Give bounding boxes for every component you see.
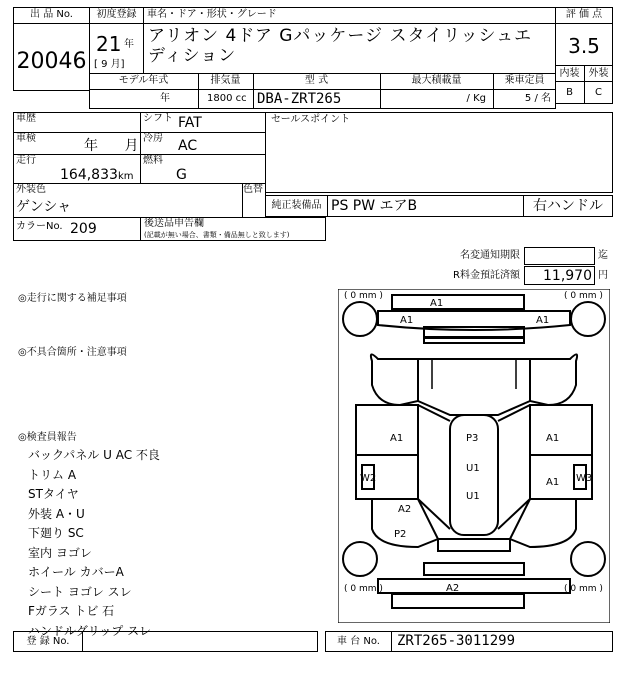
inspector-note-line: ハンドルグリップ スレ <box>28 623 152 638</box>
equipment: PS PW エアB <box>331 198 418 214</box>
rear-bumper-panel <box>392 594 524 608</box>
model-year-label: モデル年式 <box>118 75 169 86</box>
inspector-note-line: 外装 A・U <box>28 506 85 521</box>
fuel-label: 燃料 <box>143 155 163 166</box>
color-no-label: カラーNo. <box>16 221 63 232</box>
shift: FAT <box>178 115 202 131</box>
ac: AC <box>178 138 198 154</box>
car-damage-diagram <box>338 289 610 623</box>
trunk-lid <box>438 539 510 551</box>
capacity-label: 乗車定員 <box>504 75 545 86</box>
rear-bumper-upper <box>378 579 570 593</box>
type: DBA-ZRT265 <box>257 91 342 107</box>
inspector-note-line: バックパネル U AC 不良 <box>28 448 160 462</box>
mark-right-rocker: W3 <box>576 473 593 484</box>
recycle-unit: 円 <box>598 270 608 281</box>
defects-label: ◎不具合箇所・注意事項 <box>18 347 127 358</box>
reg-no-box <box>82 631 318 652</box>
mark-roof-front: P3 <box>466 433 479 444</box>
mark-rear-bumper: A2 <box>446 583 460 594</box>
lot-no: 20046 <box>16 49 87 74</box>
grade-score: 3.5 <box>568 34 600 58</box>
transfer-deadline-unit: 迄 <box>598 250 608 261</box>
front-bumper-panel <box>392 295 524 309</box>
ac-label: 冷房 <box>143 133 163 144</box>
displacement: 1800 cc <box>207 93 247 104</box>
displacement-label: 排気量 <box>210 75 241 86</box>
rear-garnish <box>424 563 524 575</box>
left-front-fender <box>371 354 418 405</box>
mark-left-rocker: W2 <box>360 473 377 484</box>
tire-label-rear-right: ( 0 mm ) <box>564 584 603 594</box>
lot-no-label: 出 品 No. <box>30 9 73 20</box>
mark-left-rear-quarter: P2 <box>394 529 407 540</box>
type-label: 型 式 <box>304 75 329 86</box>
mark-roof-mid: U1 <box>466 463 480 474</box>
tire-rear-left <box>343 542 377 576</box>
right-front-fender <box>530 354 577 405</box>
inspector-note-line: 室内 ヨゴレ <box>28 545 92 560</box>
color-no: 209 <box>70 221 97 237</box>
mark-front-bumper: A1 <box>430 298 444 309</box>
aftermarket-label: 後送品申告欄 <box>144 218 204 229</box>
mark-right-front-door: A1 <box>546 433 560 444</box>
right-rear-quarter <box>510 499 576 547</box>
color-label: 外装色 <box>16 184 46 195</box>
mileage-label: 走行 <box>16 155 36 166</box>
inspection: 年 月 <box>84 138 139 154</box>
shift-label: シフト <box>143 113 173 124</box>
inspector-note-line: ホイール カバーA <box>28 565 124 579</box>
max-load-label: 最大積載量 <box>411 75 462 86</box>
reg-no-label: 登 録 No. <box>26 636 70 647</box>
color: ゲンシャ <box>16 199 72 215</box>
car-name: アリオン 4ドア Gパッケージ スタイリッシュエディション <box>148 26 533 66</box>
chassis-label: 車 台 No. <box>337 636 380 647</box>
interior-label: 内装 <box>559 68 580 79</box>
equipment-label: 純正装備品 <box>271 200 322 211</box>
tire-label-front-right: ( 0 mm ) <box>564 291 603 301</box>
year-unit: 年 <box>124 39 134 50</box>
inspector-note-line: Fガラス トビ 石 <box>28 604 115 618</box>
inspector-label: ◎検査員報告 <box>18 432 77 443</box>
mark-right-rear-door: A1 <box>546 477 560 488</box>
inspection-label: 車検 <box>16 133 36 144</box>
inspector-note-line: シート ヨゴレ スレ <box>28 584 132 599</box>
mark-hood-right: A1 <box>536 315 550 326</box>
chassis-no: ZRT265-3011299 <box>397 633 516 649</box>
mileage: 164,833 <box>60 167 118 183</box>
mark-hood-left: A1 <box>400 315 414 326</box>
transfer-deadline-label: 名変通知期限 <box>460 250 520 261</box>
exterior-grade: C <box>595 87 602 98</box>
inspector-notes <box>28 446 160 641</box>
tire-label-front-left: ( 0 mm ) <box>344 291 383 301</box>
tire-rear-right <box>571 542 605 576</box>
max-load: / Kg <box>466 93 486 104</box>
tire-front-left <box>343 302 377 336</box>
mark-roof-rear: U1 <box>466 491 480 502</box>
right-front-door <box>530 405 592 455</box>
tire-front-right <box>571 302 605 336</box>
aftermarket-note: (記載が無い場合、書類・備品無しと致します) <box>144 231 290 239</box>
recycle-label: R料金預託済額 <box>453 270 520 281</box>
fuel: G <box>176 167 187 183</box>
inspector-note-line: STタイヤ <box>28 487 79 501</box>
first-reg-label: 初度登録 <box>96 9 137 20</box>
inspector-note-line: トリム A <box>28 467 77 482</box>
sales-points-label: セールスポイント <box>271 114 351 125</box>
mileage-unit: km <box>118 171 134 182</box>
steering: 右ハンドル <box>533 198 603 214</box>
interior-grade: B <box>566 87 573 98</box>
history-label: 車歴 <box>16 113 36 124</box>
car-name-label: 車名・ドア・形状・グレード <box>147 9 277 20</box>
mark-left-rear-fender: A2 <box>398 504 412 515</box>
repaint-label: 色替 <box>243 184 263 195</box>
driving-notes-label: ◎走行に関する補足事項 <box>18 293 127 304</box>
first-reg-year: 21 <box>96 32 122 56</box>
mark-left-front-door: A1 <box>390 433 404 444</box>
inspector-note-line: 下廻り SC <box>28 526 84 540</box>
first-reg-month: [ 9 月] <box>94 59 125 70</box>
exterior-label: 外装 <box>588 68 609 79</box>
tire-label-rear-left: ( 0 mm ) <box>344 584 383 594</box>
model-year-unit: 年 <box>160 93 170 104</box>
recycle-fee: 11,970 <box>543 268 592 284</box>
windshield <box>418 359 530 415</box>
transfer-deadline-box <box>524 247 595 265</box>
capacity: 5 / 名 <box>524 93 551 104</box>
grade-label: 評 価 点 <box>565 9 603 20</box>
left-front-door <box>356 405 418 455</box>
